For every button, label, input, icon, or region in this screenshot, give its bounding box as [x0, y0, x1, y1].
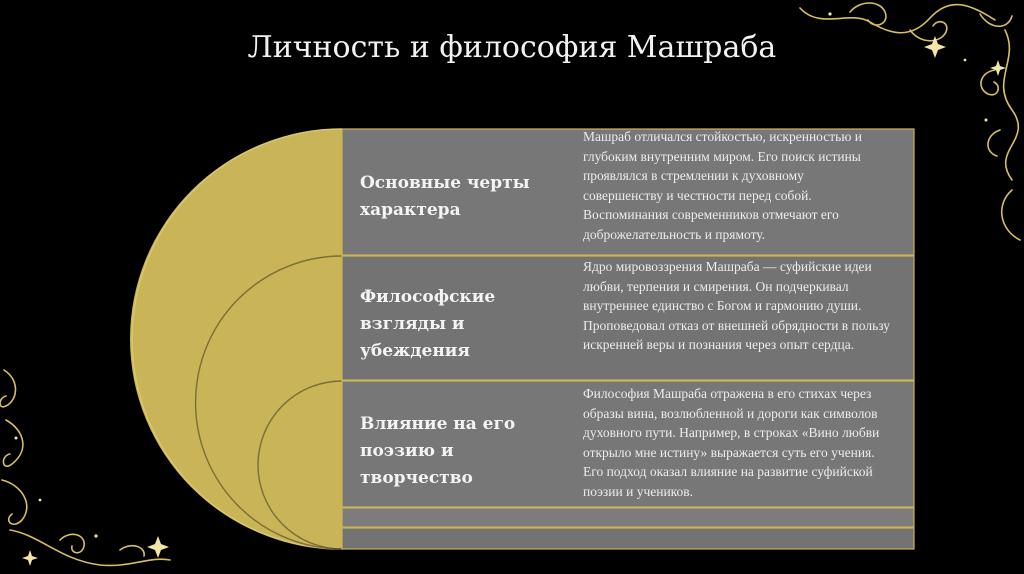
row-panel-4	[342, 508, 914, 527]
row-2-label-line-3: убеждения	[360, 341, 470, 361]
row-2-text: Ядро мировоззрения Машраба — суфийские идеи любви, терпения и смирения. Он подчеркивал внутреннее единство с Богом и гармонию души. Проповедовал отказ от внешней обрядности в пользу искренней веры и познания через опыт сердца.	[583, 259, 891, 352]
row-1-label-line-1: Основные черты	[360, 173, 530, 193]
row-3-label-line-3: творчество	[360, 468, 473, 488]
row-3-label-line-2: поэзию и	[360, 441, 454, 461]
row-panel-5	[342, 528, 914, 549]
row-3-label	[360, 411, 515, 492]
row-1-label-line-2: характера	[360, 200, 461, 220]
row-3-label-line-1: Влияние на его	[360, 414, 516, 434]
row-1-text: Машраб отличался стойкостью, искренностью и глубоким внутренним миром. Его поиск истины проявлялся в стремлении к духовному совершенству и честности перед собой. Воспоминания современников отмечают его доброжелательность и прямоту.	[583, 129, 863, 242]
ornament-bottom-left	[0, 360, 200, 574]
row-2-label-line-2: взгляды и	[360, 314, 465, 334]
row-2-label-line-1: Философские	[360, 287, 496, 307]
row-2-label	[360, 284, 495, 365]
row-1-label	[360, 170, 530, 224]
ornament-top-right	[790, 0, 1024, 260]
slide-title: Личность и философия Машраба	[247, 30, 777, 65]
row-3-text: Философия Машраба отражена в его стихах через образы вина, возлюбленной и дороги как символов духовного пути. Например, в строках «Вино любви открыло мне истину» выражается суть его учения. Его подход оказал влияние на развитие суфийской поэзии и учеников.	[583, 386, 880, 499]
